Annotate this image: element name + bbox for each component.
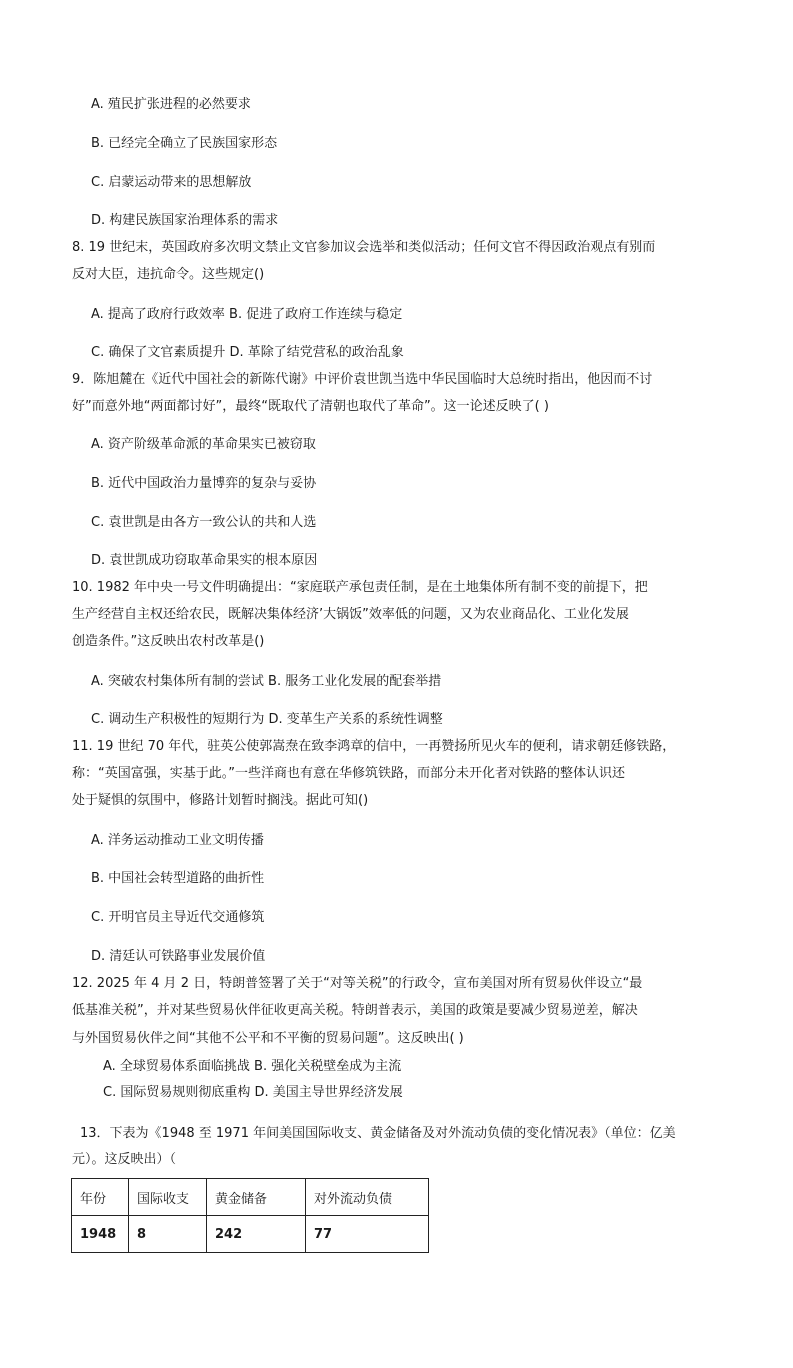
q8-options-cd: C. 确保了文官素质提升 D. 革除了结党营私的政治乱象 xyxy=(91,345,404,360)
q13-data-table xyxy=(71,1178,429,1253)
header-foreign-liabilities: 对外流动负债 xyxy=(306,1179,429,1216)
q10-options-ab: A. 突破农村集体所有制的尝试 B. 服务工业化发展的配套举措 xyxy=(91,674,442,689)
q9-option-d: D. 袁世凯成功窃取革命果实的根本原因 xyxy=(91,553,318,568)
q12-stem-line-3: 与外国贸易伙伴之间“其他不公平和不平衡的贸易问题”。这反映出( ) xyxy=(72,1031,464,1046)
q9-option-b: B. 近代中国政治力量博弈的复杂与妥协 xyxy=(91,476,317,491)
q11-option-c: C. 开明官员主导近代交通修筑 xyxy=(91,910,265,925)
q8-stem-line-2: 反对大臣，违抗命令。这些规定() xyxy=(72,267,265,282)
cell-foreign-liabilities: 77 xyxy=(306,1216,429,1253)
table-header-row xyxy=(72,1179,429,1216)
cell-gold-reserves: 242 xyxy=(207,1216,306,1253)
q7-option-b: B. 已经完全确立了民族国家形态 xyxy=(91,136,278,151)
q7-option-a: A. 殖民扩张进程的必然要求 xyxy=(91,97,251,112)
q9-stem-line-2: 好”而意外地“两面都讨好”，最终“既取代了清朝也取代了革命”。这一论述反映了( ) xyxy=(72,399,549,414)
q9-option-a: A. 资产阶级革命派的革命果实已被窃取 xyxy=(91,437,316,452)
q13-stem-line-1: 13．下表为《1948 至 1971 年间美国国际收支、黄金储备及对外流动负债的变化情况表》（单位：亿美 xyxy=(80,1126,676,1141)
q12-stem-line-2: 低基准关税”，并对某些贸易伙伴征收更高关税。特朗普表示，美国的政策是要减少贸易逆差，解决 xyxy=(72,1003,638,1018)
header-year: 年份 xyxy=(72,1179,129,1216)
header-gold-reserves: 黄金储备 xyxy=(207,1179,306,1216)
table-row xyxy=(72,1216,429,1253)
q13-stem-line-2: 元）。这反映出）（ xyxy=(72,1152,177,1167)
header-balance-of-payments: 国际收支 xyxy=(129,1179,207,1216)
cell-balance-of-payments: 8 xyxy=(129,1216,207,1253)
q8-stem-line-1: 8. 19 世纪末，英国政府多次明文禁止文官参加议会选举和类似活动；任何文官不得因政治观点有别而 xyxy=(72,240,656,255)
q11-option-a: A. 洋务运动推动工业文明传播 xyxy=(91,833,264,848)
q10-stem-line-3: 创造条件。”这反映出农村改革是() xyxy=(72,634,265,649)
q11-stem-line-2: 称：“英国富强，实基于此。”一些洋商也有意在华修筑铁路，而部分未开化者对铁路的整体认识还 xyxy=(72,766,625,781)
q11-stem-line-3: 处于疑惧的氛围中，修路计划暂时搁浅。据此可知() xyxy=(72,793,369,808)
q7-option-c: C. 启蒙运动带来的思想解放 xyxy=(91,175,252,190)
q12-options-cd: C. 国际贸易规则彻底重构 D. 美国主导世界经济发展 xyxy=(103,1085,403,1100)
q11-stem-line-1: 11. 19 世纪 70 年代，驻英公使郭嵩焘在致李鸿章的信中，一再赞扬所见火车的便利，请求朝廷修铁路， xyxy=(72,739,676,754)
q9-option-c: C. 袁世凯是由各方一致公认的共和人选 xyxy=(91,515,317,530)
q9-stem-line-1: 9．陈旭麓在《近代中国社会的新陈代谢》中评价袁世凯当选中华民国临时大总统时指出，他因而不讨 xyxy=(72,372,653,387)
q11-option-d: D. 清廷认可铁路事业发展价值 xyxy=(91,949,266,964)
q10-stem-line-2: 生产经营自主权还给农民，既解决集体经济’大锅饭”效率低的问题，又为农业商品化、工业化发展 xyxy=(72,607,629,622)
q10-stem-line-1: 10. 1982 年中央一号文件明确提出：“家庭联产承包责任制，是在土地集体所有制不变的前提下，把 xyxy=(72,580,648,595)
q12-options-ab: A. 全球贸易体系面临挑战 B. 强化关税壁垒成为主流 xyxy=(103,1059,402,1074)
q10-options-cd: C. 调动生产积极性的短期行为 D. 变革生产关系的系统性调整 xyxy=(91,712,443,727)
q7-option-d: D. 构建民族国家治理体系的需求 xyxy=(91,213,279,228)
q11-option-b: B. 中国社会转型道路的曲折性 xyxy=(91,871,265,886)
q12-stem-line-1: 12. 2025 年 4 月 2 日，特朗普签署了关于“对等关税”的行政令，宣布美国对所有贸易伙伴设立“最 xyxy=(72,976,643,991)
cell-year: 1948 xyxy=(72,1216,129,1253)
q8-options-ab: A. 提高了政府行政效率 B. 促进了政府工作连续与稳定 xyxy=(91,307,403,322)
